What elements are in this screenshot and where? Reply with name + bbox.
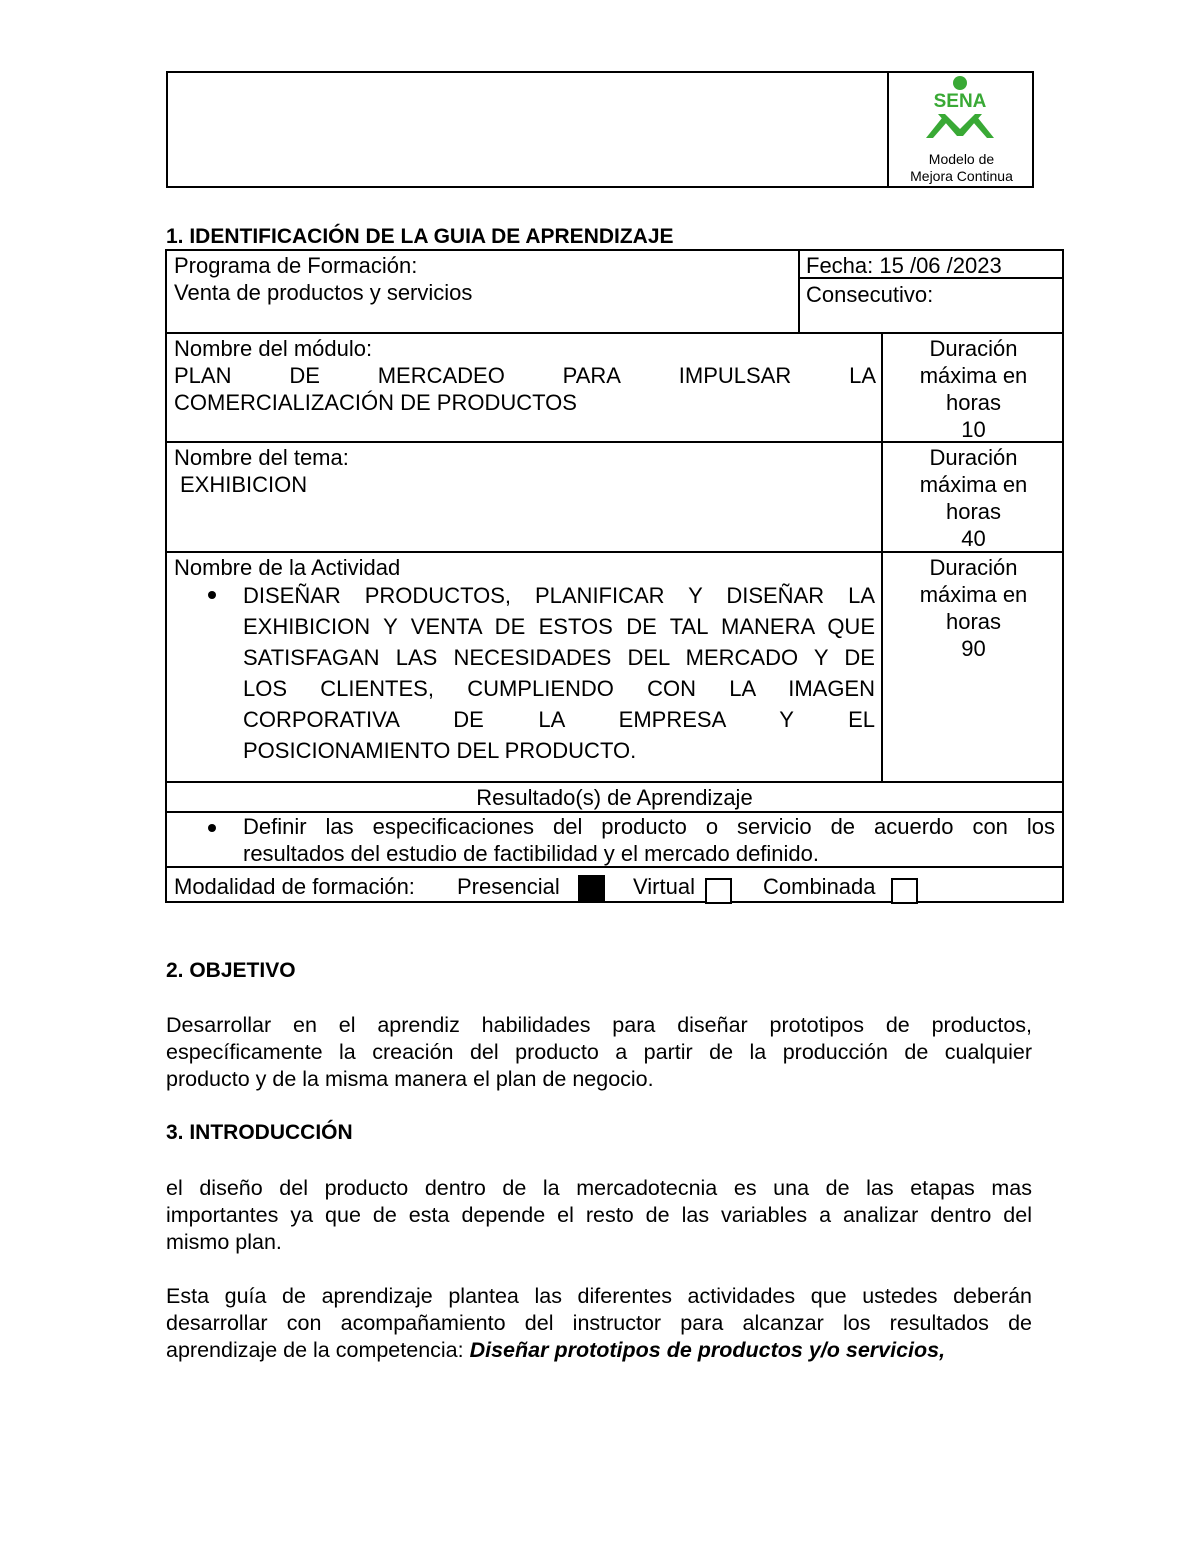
programa-cell xyxy=(174,252,784,306)
resultados-title: Resultado(s) de Aprendizaje xyxy=(476,785,753,810)
actividad-line: CORPORATIVA DE LA EMPRESA Y EL xyxy=(243,707,875,732)
grid-line xyxy=(798,249,800,333)
presencial-label: Presencial xyxy=(457,874,560,899)
actividad-duracion xyxy=(883,554,1064,662)
tema-label: Nombre del tema: xyxy=(174,445,349,470)
section3-title: 3. INTRODUCCIÓN xyxy=(166,1121,353,1144)
combinada-checkbox[interactable] xyxy=(891,878,918,904)
programa-label: Programa de Formación: xyxy=(174,253,418,278)
actividad-line: EXHIBICION Y VENTA DE ESTOS DE TAL MANERA QUE xyxy=(243,614,875,639)
intro-line: Esta guía de aprendizaje plantea las diferentes actividades que ustedes deberán xyxy=(166,1284,1032,1308)
caption-line-2: Mejora Continua xyxy=(910,168,1013,184)
duracion-label: máxima en xyxy=(919,582,1028,607)
actividad-horas-value: 90 xyxy=(961,636,986,661)
duracion-label: Duración xyxy=(929,445,1018,470)
fecha-field: Fecha: 15 /06 /2023 xyxy=(806,253,1002,278)
section1-title: 1. IDENTIFICACIÓN DE LA GUIA DE APRENDIZAJE xyxy=(166,225,674,248)
tema-horas-value: 40 xyxy=(961,526,986,551)
duracion-label: máxima en xyxy=(919,363,1028,388)
actividad-line: POSICIONAMIENTO DEL PRODUCTO. xyxy=(243,738,637,763)
tema-cell xyxy=(174,444,876,498)
duracion-label: horas xyxy=(945,499,1002,524)
intro-competencia-prefix: aprendizaje de la competencia: xyxy=(166,1338,470,1362)
tema-value: EXHIBICION xyxy=(180,472,308,497)
intro-paragraph-2 xyxy=(166,1283,1032,1364)
grid-line xyxy=(165,781,1064,783)
combinada-label: Combinada xyxy=(763,874,876,899)
actividad-text xyxy=(243,580,875,766)
duracion-label: horas xyxy=(945,390,1002,415)
modulo-line-1 xyxy=(174,362,876,389)
sena-logo xyxy=(920,74,1000,144)
virtual-checkbox[interactable] xyxy=(705,878,732,904)
resultado-line: Definir las especificaciones del producto o servicio de acuerdo con los xyxy=(243,814,1055,839)
objetivo-paragraph xyxy=(166,1012,1032,1093)
modulo-duracion xyxy=(883,335,1064,443)
modulo-word: IMPULSAR xyxy=(678,363,792,388)
modalidad-label: Modalidad de formación: xyxy=(174,874,415,899)
intro-line: mismo plan. xyxy=(166,1230,282,1254)
bullet-icon xyxy=(208,591,216,599)
actividad-line: SATISFAGAN LAS NECESIDADES DEL MERCADO Y DE xyxy=(243,645,875,670)
modulo-word: DE xyxy=(289,363,320,388)
presencial-checkbox[interactable] xyxy=(578,875,605,902)
intro-line: el diseño del producto dentro de la mercadotecnia es una de las etapas mas xyxy=(166,1176,1032,1200)
modulo-cell xyxy=(174,335,876,416)
sena-logo-text: SENA xyxy=(933,91,987,112)
modulo-line-2: COMERCIALIZACIÓN DE PRODUCTOS xyxy=(174,390,577,415)
intro-line: importantes ya que de esta depende el resto de las variables a analizar dentro del xyxy=(166,1203,1032,1227)
resultado-line: resultados del estudio de factibilidad y el mercado definido. xyxy=(243,841,820,866)
duracion-label: máxima en xyxy=(919,472,1028,497)
actividad-line: LOS CLIENTES, CUMPLIENDO CON LA IMAGEN xyxy=(243,676,875,701)
objetivo-line: producto y de la misma manera el plan de negocio. xyxy=(166,1067,654,1091)
actividad-label: Nombre de la Actividad xyxy=(174,555,401,580)
objetivo-line: Desarrollar en el aprendiz habilidades para diseñar prototipos de productos, xyxy=(166,1013,1032,1037)
modulo-horas-value: 10 xyxy=(961,417,986,442)
duracion-label: Duración xyxy=(929,336,1018,361)
modulo-word: PLAN xyxy=(174,363,232,388)
header-caption xyxy=(889,151,1034,185)
resultado-text xyxy=(243,813,1055,867)
duracion-label: horas xyxy=(945,609,1002,634)
intro-last-line xyxy=(166,1337,1032,1364)
duracion-label: Duración xyxy=(929,555,1018,580)
grid-line xyxy=(165,332,1064,334)
modulo-label: Nombre del módulo: xyxy=(174,336,373,361)
intro-line: desarrollar con acompañamiento del instructor para alcanzar los resultados de xyxy=(166,1311,1032,1335)
modulo-word: PARA xyxy=(562,363,621,388)
actividad-line: DISEÑAR PRODUCTOS, PLANIFICAR Y DISEÑAR LA xyxy=(243,583,875,608)
modulo-word: MERCADEO xyxy=(377,363,505,388)
modulo-word: LA xyxy=(849,363,876,388)
competencia-name: Diseñar prototipos de productos y/o servicios, xyxy=(469,1338,946,1362)
section2-title: 2. OBJETIVO xyxy=(166,959,296,982)
caption-line-1: Modelo de xyxy=(928,151,995,167)
consecutivo-field: Consecutivo: xyxy=(806,282,934,307)
bullet-icon xyxy=(208,824,216,832)
programa-value: Venta de productos y servicios xyxy=(174,280,473,305)
intro-paragraph-1 xyxy=(166,1175,1032,1256)
virtual-label: Virtual xyxy=(633,874,695,899)
objetivo-line: específicamente la creación del producto a partir de la producción de cualquier xyxy=(166,1040,1032,1064)
tema-duracion xyxy=(883,444,1064,552)
sena-logo-graphic xyxy=(920,74,1000,144)
